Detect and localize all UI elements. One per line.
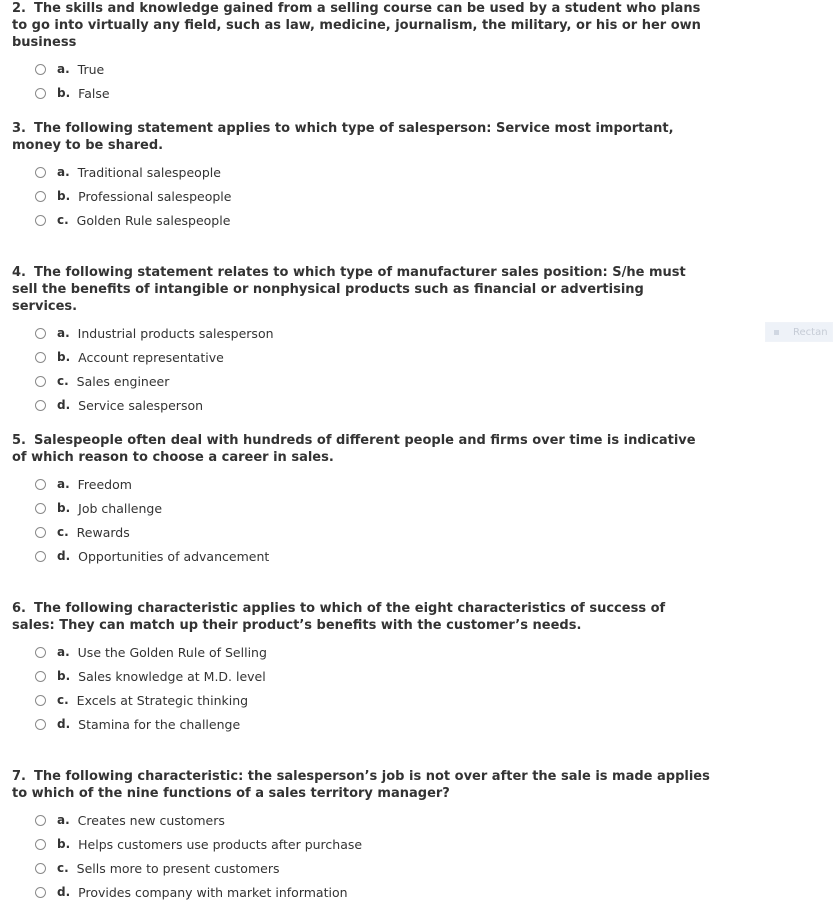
answer-option[interactable] [35, 393, 712, 417]
answer-letter: b. [57, 86, 71, 100]
answer-text: Sells more to present customers [76, 860, 280, 876]
answer-option[interactable] [35, 472, 712, 496]
question-6 [12, 600, 712, 736]
radio-button[interactable] [35, 527, 46, 538]
answer-option[interactable] [35, 808, 712, 832]
answer-option[interactable] [35, 688, 712, 712]
answer-letter: a. [57, 62, 70, 76]
answer-letter: c. [57, 693, 69, 707]
answer-option[interactable] [35, 544, 712, 568]
answer-letter: a. [57, 165, 70, 179]
answer-text: True [77, 61, 105, 77]
answer-letter: a. [57, 645, 70, 659]
question-2 [12, 0, 712, 105]
answer-option[interactable] [35, 712, 712, 736]
answer-text: Freedom [77, 476, 132, 492]
answer-option[interactable] [35, 345, 712, 369]
radio-button[interactable] [35, 88, 46, 99]
answer-option[interactable] [35, 640, 712, 664]
question-text: 3. The following statement applies to which type of salesperson: Service most important, money to be shared. [12, 121, 674, 153]
answer-text: Creates new customers [77, 812, 225, 828]
answer-letter: b. [57, 189, 71, 203]
answer-list [12, 321, 712, 417]
question-text: 7. The following characteristic: the salesperson’s job is not over after the sale is made applies to which of the nine functions of a sales territory manager? [12, 769, 710, 801]
answer-option[interactable] [35, 520, 712, 544]
answer-option[interactable] [35, 880, 712, 904]
answer-letter: d. [57, 717, 71, 731]
answer-letter: c. [57, 861, 69, 875]
question-number: 6. [12, 601, 26, 616]
answer-list [12, 57, 712, 105]
radio-button[interactable] [35, 719, 46, 730]
answer-letter: b. [57, 501, 71, 515]
question-text: 2. The skills and knowledge gained from a selling course can be used by a student who plans to go into virtually any field, such as law, medicine, journalism, the military, or his or her own business [12, 1, 701, 50]
answer-letter: c. [57, 374, 69, 388]
question-number: 2. [12, 1, 26, 16]
answer-option[interactable] [35, 496, 712, 520]
radio-button[interactable] [35, 328, 46, 339]
answer-list [12, 808, 712, 904]
answer-option[interactable] [35, 160, 712, 184]
answer-text: Service salesperson [78, 397, 204, 413]
radio-button[interactable] [35, 839, 46, 850]
answer-text: Golden Rule salespeople [76, 212, 231, 228]
rectangle-tool-tag[interactable] [765, 322, 833, 342]
answer-option[interactable] [35, 208, 712, 232]
answer-text: Traditional salespeople [77, 164, 221, 180]
question-number: 3. [12, 121, 26, 136]
radio-button[interactable] [35, 352, 46, 363]
answer-option[interactable] [35, 321, 712, 345]
answer-option[interactable] [35, 369, 712, 393]
answer-letter: b. [57, 837, 71, 851]
question-text: 5. Salespeople often deal with hundreds of different people and firms over time is indicative of which reason to choose a career in sales. [12, 433, 696, 465]
question-3 [12, 120, 712, 232]
radio-button[interactable] [35, 479, 46, 490]
question-7 [12, 768, 712, 904]
question-4 [12, 264, 712, 417]
radio-button[interactable] [35, 215, 46, 226]
answer-text: Provides company with market information [78, 884, 348, 900]
answer-text: Stamina for the challenge [78, 716, 241, 732]
answer-list [12, 160, 712, 232]
answer-letter: d. [57, 549, 71, 563]
answer-text: Sales knowledge at M.D. level [78, 668, 266, 684]
answer-letter: a. [57, 477, 70, 491]
question-text: 4. The following statement relates to which type of manufacturer sales position: S/he must sell the benefits of intangible or nonphysical products such as financial or advertising services. [12, 265, 686, 314]
answer-text: Use the Golden Rule of Selling [77, 644, 267, 660]
radio-button[interactable] [35, 191, 46, 202]
answer-letter: b. [57, 669, 71, 683]
answer-letter: c. [57, 525, 69, 539]
answer-text: Excels at Strategic thinking [76, 692, 249, 708]
answer-option[interactable] [35, 856, 712, 880]
radio-button[interactable] [35, 695, 46, 706]
answer-text: Helps customers use products after purchase [78, 836, 363, 852]
radio-button[interactable] [35, 887, 46, 898]
question-number: 7. [12, 769, 26, 784]
answer-letter: a. [57, 813, 70, 827]
radio-button[interactable] [35, 376, 46, 387]
answer-text: Job challenge [78, 500, 163, 516]
radio-button[interactable] [35, 863, 46, 874]
answer-option[interactable] [35, 664, 712, 688]
square-icon [774, 330, 779, 335]
question-text: 6. The following characteristic applies to which of the eight characteristics of success of sales: They can match up their product’s benefits with the customer’s needs. [12, 601, 666, 633]
answer-list [12, 640, 712, 736]
answer-letter: d. [57, 398, 71, 412]
answer-list [12, 472, 712, 568]
answer-option[interactable] [35, 832, 712, 856]
answer-letter: d. [57, 885, 71, 899]
radio-button[interactable] [35, 400, 46, 411]
answer-letter: b. [57, 350, 71, 364]
radio-button[interactable] [35, 647, 46, 658]
radio-button[interactable] [35, 167, 46, 178]
answer-text: Sales engineer [76, 373, 170, 389]
answer-letter: c. [57, 213, 69, 227]
answer-text: Rewards [76, 524, 130, 540]
answer-letter: a. [57, 326, 70, 340]
answer-text: Industrial products salesperson [77, 325, 274, 341]
question-5 [12, 432, 712, 568]
radio-button[interactable] [35, 551, 46, 562]
radio-button[interactable] [35, 671, 46, 682]
answer-option[interactable] [35, 81, 712, 105]
radio-button[interactable] [35, 64, 46, 75]
answer-option[interactable] [35, 184, 712, 208]
answer-option[interactable] [35, 57, 712, 81]
answer-text: Account representative [78, 349, 224, 365]
rectangle-tag-label: Rectan [793, 326, 828, 338]
radio-button[interactable] [35, 815, 46, 826]
answer-text: False [78, 85, 110, 101]
answer-text: Opportunities of advancement [78, 548, 270, 564]
question-number: 5. [12, 433, 26, 448]
radio-button[interactable] [35, 503, 46, 514]
question-number: 4. [12, 265, 26, 280]
answer-text: Professional salespeople [78, 188, 232, 204]
